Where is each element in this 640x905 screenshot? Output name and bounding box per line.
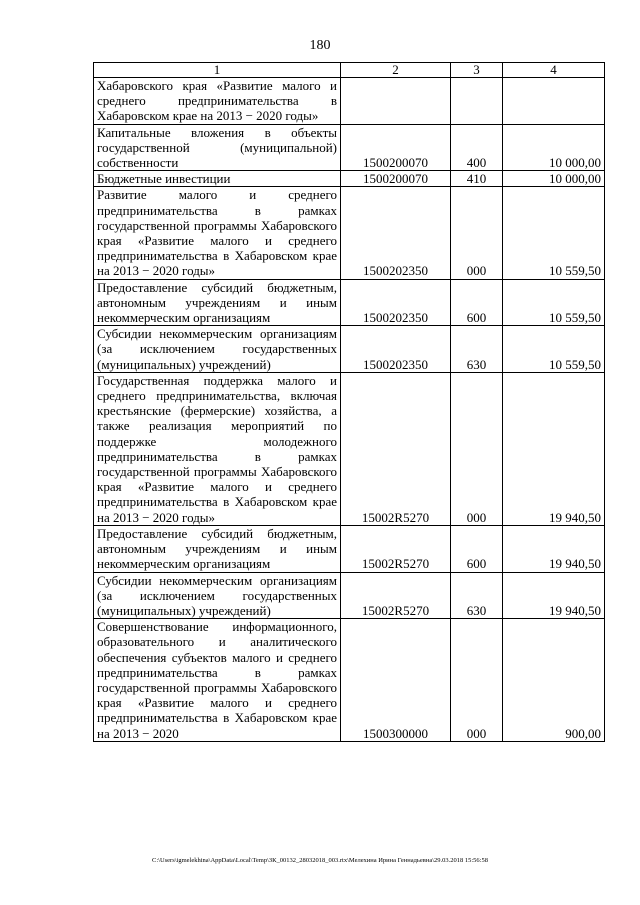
- row-name: Развитие малого и среднего предпринимательства в рамках государственной программы Хабаровского края «Развитие малого и среднего предпринимательства в Хабаровском крае на 2013 − 2020 годы»: [94, 187, 341, 279]
- row-code: 1500202350: [341, 326, 451, 373]
- row-sum: 10 559,50: [503, 326, 605, 373]
- row-sum: 10 000,00: [503, 124, 605, 171]
- row-sum: [503, 78, 605, 125]
- row-expense-type: 630: [451, 326, 503, 373]
- row-code: 1500300000: [341, 619, 451, 742]
- row-name: Предоставление субсидий бюджетным, автономным учреждениям и иным некоммерческим организациям: [94, 279, 341, 326]
- row-sum: 10 559,50: [503, 279, 605, 326]
- row-expense-type: 400: [451, 124, 503, 171]
- column-header-code: 2: [341, 63, 451, 78]
- table-row: [94, 78, 605, 125]
- row-code: [341, 78, 451, 125]
- table-row: [94, 124, 605, 171]
- row-sum: 10 000,00: [503, 171, 605, 187]
- row-expense-type: 630: [451, 572, 503, 619]
- row-name: Субсидии некоммерческим организациям (за исключением государственных (муниципальных) учреждений): [94, 326, 341, 373]
- row-name: Государственная поддержка малого и среднего предпринимательства, включая крестьянские (фермерские) хозяйства, а также реализация мероприятий по поддержке молодежного предпринимательства в рамках государственной программы Хабаровского края «Развитие малого и среднего предпринимательства в Хабаровском крае на 2013 − 2020 годы»: [94, 372, 341, 525]
- row-expense-type: 000: [451, 372, 503, 525]
- row-name: Хабаровского края «Развитие малого и среднего предпринимательства в Хабаровском крае на 2013 − 2020 годы»: [94, 78, 341, 125]
- table-header-row: [94, 63, 605, 78]
- table-row: [94, 525, 605, 572]
- row-code: 15002R5270: [341, 372, 451, 525]
- row-code: 15002R5270: [341, 572, 451, 619]
- row-code: 15002R5270: [341, 525, 451, 572]
- table-row: [94, 619, 605, 742]
- row-code: 1500200070: [341, 124, 451, 171]
- row-expense-type: 000: [451, 619, 503, 742]
- row-sum: 10 559,50: [503, 187, 605, 279]
- column-header-sum: 4: [503, 63, 605, 78]
- row-name: Бюджетные инвестиции: [94, 171, 341, 187]
- table-row: [94, 279, 605, 326]
- row-expense-type: 410: [451, 171, 503, 187]
- row-sum: 19 940,50: [503, 572, 605, 619]
- row-expense-type: 600: [451, 279, 503, 326]
- table-row: [94, 572, 605, 619]
- table-row: [94, 326, 605, 373]
- table-row: [94, 372, 605, 525]
- row-expense-type: 000: [451, 187, 503, 279]
- row-sum: 19 940,50: [503, 372, 605, 525]
- row-sum: 900,00: [503, 619, 605, 742]
- page-number: 180: [309, 38, 331, 53]
- column-header-expense-type: 3: [451, 63, 503, 78]
- row-name: Субсидии некоммерческим организациям (за исключением государственных (муниципальных) учреждений): [94, 572, 341, 619]
- row-name: Совершенствование информационного, образовательного и аналитического обеспечения субъектов малого и среднего предпринимательства в рамках государственной программы Хабаровского края «Развитие малого и среднего предпринимательства в Хабаровском крае на 2013 − 2020: [94, 619, 341, 742]
- row-code: 1500202350: [341, 187, 451, 279]
- footer-file-path: C:\Users\igmelekhina\AppData\Local\Temp\ЗК_00132_28032018_003.rtx\Мелехина Ирина Геннадьевна\29.03.2018 15:56:58: [152, 857, 488, 864]
- row-sum: 19 940,50: [503, 525, 605, 572]
- budget-table: [93, 62, 605, 742]
- row-code: 1500200070: [341, 171, 451, 187]
- column-header-name: 1: [94, 63, 341, 78]
- row-name: Предоставление субсидий бюджетным, автономным учреждениям и иным некоммерческим организациям: [94, 525, 341, 572]
- row-name: Капитальные вложения в объекты государственной (муниципальной) собственности: [94, 124, 341, 171]
- row-expense-type: 600: [451, 525, 503, 572]
- row-expense-type: [451, 78, 503, 125]
- row-code: 1500202350: [341, 279, 451, 326]
- table-row: [94, 171, 605, 187]
- table-row: [94, 187, 605, 279]
